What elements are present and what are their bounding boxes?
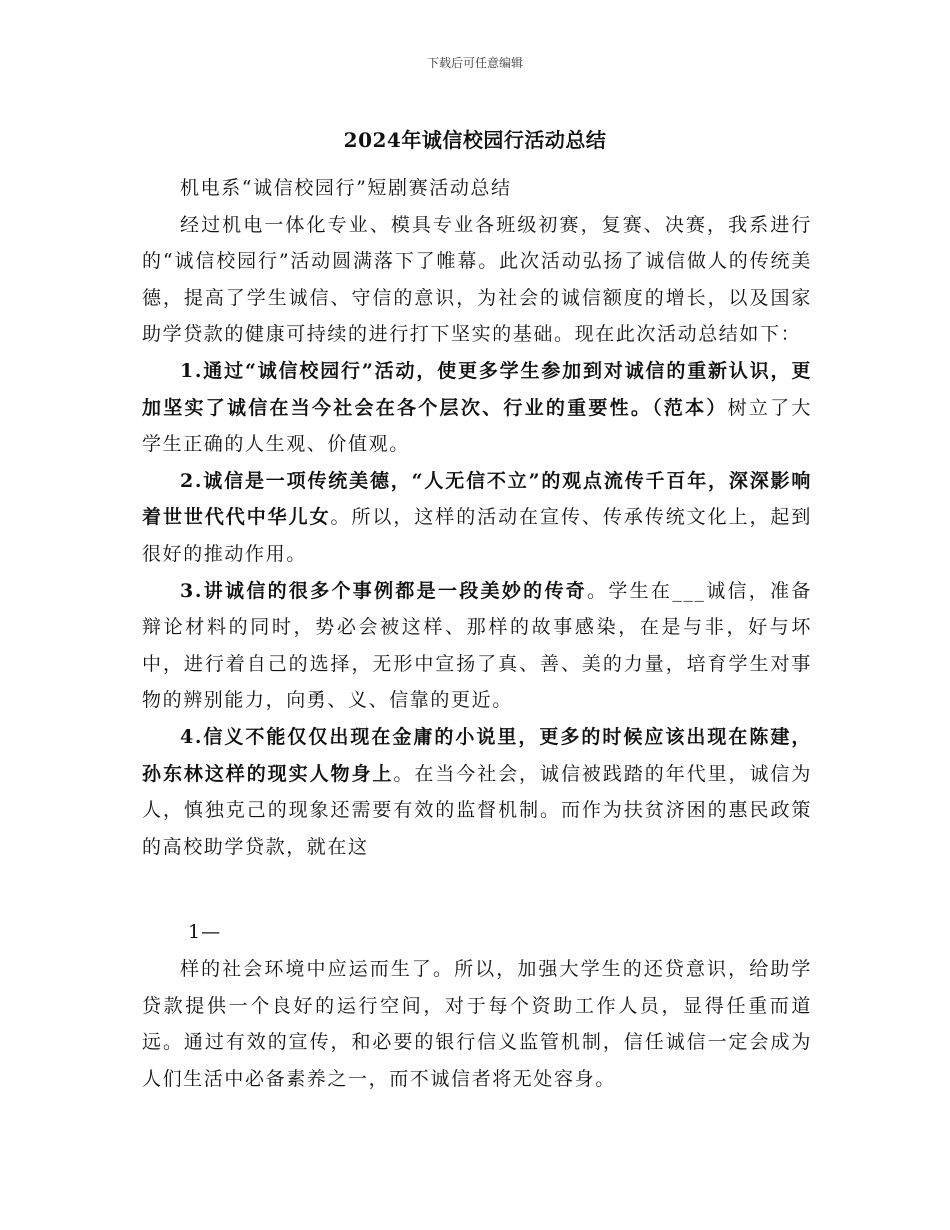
point-1-bold: 1.通过“诚信校园行”活动，使更多学生参加到对诚信的重新认识，更加坚实了诚信在当今社会在各个层次、行业的重要性。（范本）: [142, 359, 812, 419]
point-1-text: 树立了大学生正确的人生观、价值观。: [142, 396, 812, 456]
point-3-bold: 3.讲诚信的很多个事例都是一段美妙的传奇: [180, 579, 588, 602]
point-2-text: 。所以，这样的活动在宣传、传承传统文化上，起到很好的推动作用。: [142, 506, 812, 565]
continuation-paragraph: 样的社会环境中应运而生了。所以，加强大学生的还贷意识，给助学贷款提供一个良好的运行空间，对于每个资助工作人员，显得任重而道远。通过有效的宣传，和必要的银行信义监管机制，信任诚信一定会成为人们生活中必备素养之一，而不诚信者将无处容身。: [142, 958, 812, 1090]
page-header: 下载后可任意编辑: [426, 56, 523, 70]
point-4-text: 。在当今社会，诚信被践踏的年代里，诚信为人，慎独克己的现象还需要有效的监督机制。而作为扶贫济困的惠民政策的高校助学贷款，就在这: [142, 762, 812, 858]
continuation-body: [142, 951, 812, 1097]
point-paragraph-2: [142, 463, 812, 573]
document-body: [142, 170, 812, 865]
intro-paragraph: 经过机电一体化专业、模具专业各班级初赛，复赛、决赛，我系进行的“诚信校园行”活动圆满落下了帷幕。此次活动弘扬了诚信做人的传统美德，提高了学生诚信、守信的意识，为社会的诚信额度的增长，以及国家助学贷款的健康可持续的进行打下坚实的基础。现在此次活动总结如下：: [142, 213, 812, 346]
point-paragraph-1: [142, 353, 812, 463]
document-title: 2024年诚信校园行活动总结: [343, 128, 607, 152]
point-paragraph-4: [142, 719, 812, 865]
subtitle-paragraph: 机电系“诚信校园行”短剧赛活动总结: [180, 177, 512, 199]
page-number: 1—: [188, 921, 222, 943]
point-3-text: 。学生在___诚信，准备辩论材料的同时，势必会被这样、那样的故事感染，在是与非，好与坏中，进行着自己的选择，无形中宣扬了真、善、美的力量，培育学生对事物的辨别能力，向勇、义、信靠的更近。: [142, 579, 813, 712]
point-2-bold: 2.诚信是一项传统美德，“人无信不立”的观点流传千百年，深深影响着世世代代中华儿女: [142, 469, 812, 529]
point-4-bold: 4.信义不能仅仅出现在金庸的小说里，更多的时候应该出现在陈建，孙东林这样的现实人物身上: [142, 725, 812, 785]
point-paragraph-3: [142, 573, 812, 719]
